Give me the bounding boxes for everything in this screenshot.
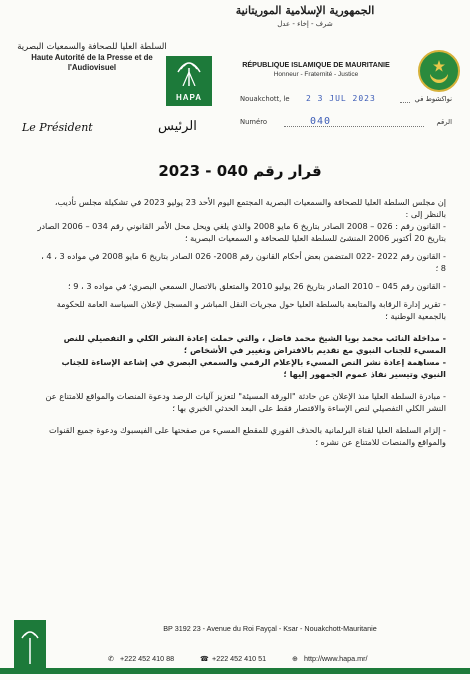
footer-website[interactable]: http://www.hapa.mr/: [304, 654, 368, 663]
decision-body: [36, 196, 446, 448]
date-row: [240, 95, 460, 109]
president-ar: الرئيس: [158, 119, 197, 134]
decision-title: قرار رقم 040 - 2023: [158, 162, 322, 180]
republic-name-ar: الجمهورية الإسلامية الموريتانية: [235, 4, 375, 17]
law-item: - القانون رقم 2022 -022 المتضمن بعض أحكام القانون رقم 2008- 026 الصادر بتاريخ 6 مايو 2008 في مواده 3 ، 4 ، 8 ؛: [41, 251, 446, 273]
authority-header: [14, 42, 170, 73]
phone-icon: ✆: [108, 654, 115, 663]
intervention-item: - مداخلة النائب محمد بويا الشيخ محمد فاضل ، والتي حملت إعادة النشر الكلي و التفصيلي للنص المسيء للجناب النبوي مع تقديم بالافتراض وتغيير في الأشخاص ؛: [63, 333, 446, 355]
law-item: - تقرير إدارة الرقابة والمتابعة بالسلطة العليا حول مجريات النقل المباشر و المسجل لإعلان السياسة العامة للحكومة بالجمعية الوطنية ؛: [56, 299, 446, 321]
republic-name-fr: RÉPUBLIQUE ISLAMIQUE DE MAURITANIE: [242, 60, 390, 69]
national-emblem-icon: [418, 50, 460, 92]
footer-phone: +222 452 410 88: [120, 654, 175, 663]
footer-contacts: [108, 654, 438, 666]
footer-hapa-logo: [14, 620, 46, 670]
hapa-antenna-icon: [174, 60, 204, 86]
date-label-ar: نواكشوط في: [414, 95, 452, 103]
fax-icon: ☎: [200, 654, 209, 663]
initiative-item: - مبادرة السلطة العليا منذ الإعلان عن حادثة "الورقة المسيئة" لتعزيز آليات الرصد ودعوة المنصات والمواقع للامتناع عن النشر الكلي التفصيلي لنص الإساءة والاقتصار فقط على البعد الحدثي الخبري بها ؛: [45, 391, 446, 413]
republic-motto-fr: Honneur - Fraternité - Justice: [273, 71, 359, 78]
web-icon: ⊕: [292, 654, 299, 663]
authority-name-ar: السلطة العليا للصحافة والسمعيات البصرية: [17, 42, 167, 52]
decision-intro: إن مجلس السلطة العليا للصحافة والسمعيات البصرية المجتمع اليوم الأحد 23 يوليو 2023 في تشكيلة مجلس تأديب، بالنظر إلى :: [54, 197, 446, 219]
number-label-ar: الرقم: [436, 118, 452, 126]
contribution-item: - مساهمة إعادة نشر النص المسيء بالإعلام الرقمي والسمعي البصري في إشاعة الإساءة للجناب النبوي وتيسير نفاذ عموم الجمهور إليها ؛: [61, 357, 446, 379]
obligation-item: - إلزام السلطة العليا لقناة البرلمانية بالحذف الفوري للمقطع المسيء من صفحتها على الفيسبوك ودعوة جميع القنوات والمواقع والمنصات للامتناع عن نشره ؛: [48, 425, 446, 447]
footer-fax: +222 452 410 51: [212, 654, 267, 663]
number-row: [240, 118, 460, 132]
law-item: - القانون رقم : 026 – 2008 الصادر بتاريخ 6 مايو 2008 والذي يلغي ويحل محل الأمر القانوني رقم 034 – 2006 الصادر بتاريخ 20 أكتوبر 2006 المنشئ للسلطة العليا للصحافة و السمعيات البصرية ؛: [37, 221, 446, 243]
number-label-fr: Numéro: [240, 118, 267, 126]
hapa-logo: [166, 56, 212, 106]
number-stamp: 040: [310, 116, 332, 127]
authority-name-fr: Haute Autorité de la Presse et de l'Audiovisuel: [31, 53, 153, 72]
law-item: - القانون رقم 045 – 2010 الصادر بتاريخ 26 يوليو 2010 والمتعلق بالاتصال السمعي البصري؛ في مواده 3 ، 9 ؛: [68, 281, 446, 291]
date-stamp: 2 3 JUL 2023: [306, 94, 376, 103]
date-label-fr: Nouakchott, le: [240, 95, 290, 103]
president-fr: Le Président: [22, 121, 93, 134]
footer-band: [0, 668, 470, 674]
hapa-logo-text: HAPA: [175, 93, 203, 102]
footer-address: BP 3192 23 - Avenue du Roi Fayçal - Ksar - Nouakchott-Mauritanie: [163, 624, 377, 633]
republic-motto-ar: شرف - إخاء - عدل: [277, 20, 333, 28]
